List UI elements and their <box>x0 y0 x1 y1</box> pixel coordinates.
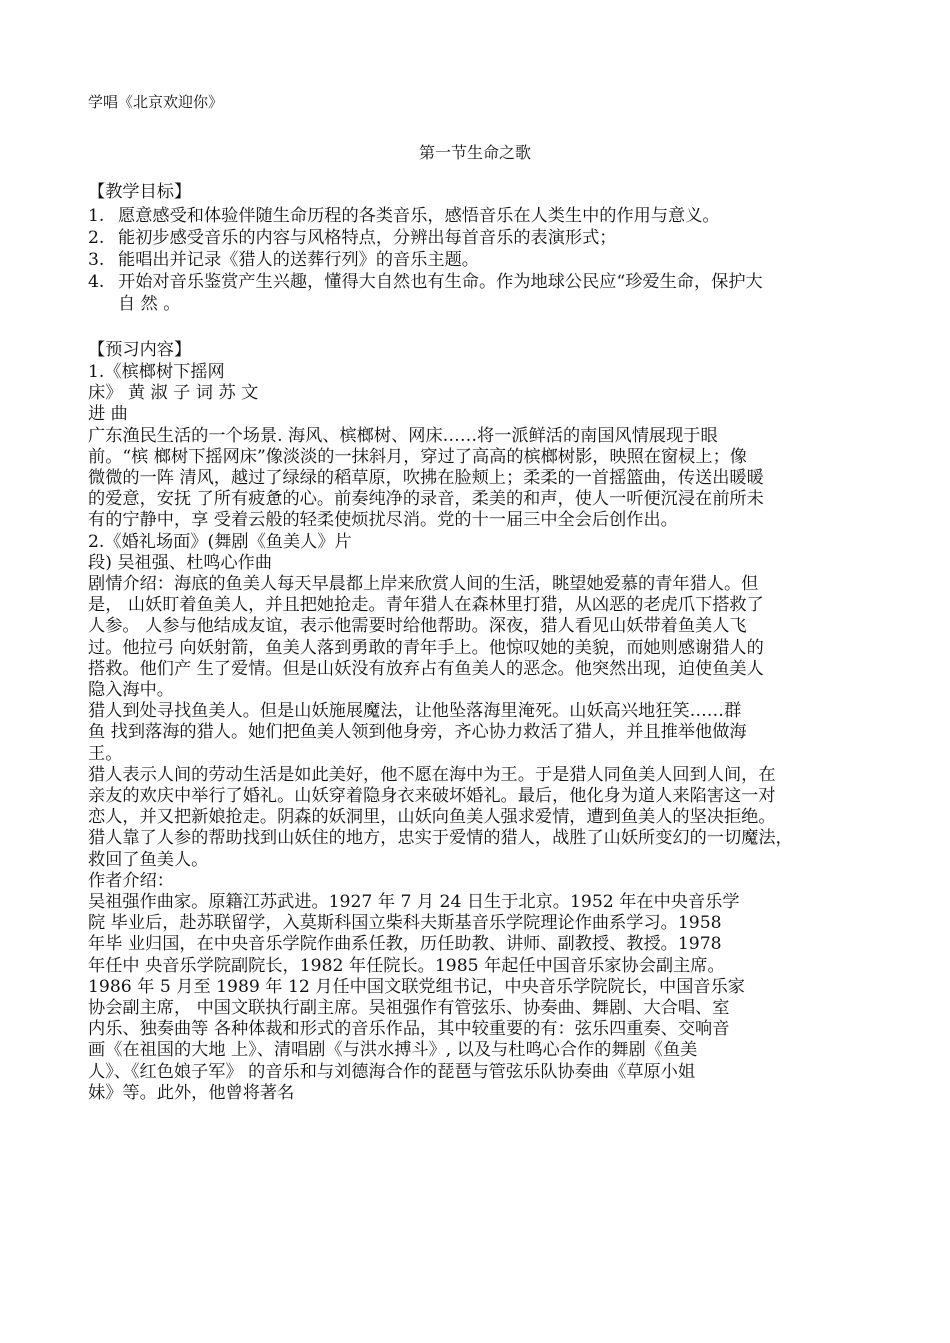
goal-text-continued: 自 然 。 <box>118 294 181 314</box>
preview-line: 人》、《红色娘子军》 的音乐和与刘德海合作的琵琶与管弦乐队协奏曲《草原小姐 <box>88 1062 696 1082</box>
preview-line: 1986 年 5 月至 1989 年 12 月任中国文联党组书记，中央音乐学院院长，中国音乐家 <box>88 977 745 997</box>
preview-line: 救回了鱼美人。 <box>88 850 209 870</box>
preview-heading: 【预习内容】 <box>88 340 192 360</box>
preview-line: 猎人靠了人参的帮助找到山妖住的地方，忠实于爱情的猎人，战胜了山妖所变幻的一切魔法， <box>88 828 793 848</box>
goal-num: 3. <box>88 250 105 270</box>
preview-line: 搭救。他们产 生了爱情。但是山妖没有放弃占有鱼美人的恶念。他突然出现，迫使鱼美人 <box>88 659 764 679</box>
goal-text: 能初步感受音乐的内容与风格特点，分辨出每首音乐的表演形式； <box>118 228 617 248</box>
goals-heading: 【教学目标】 <box>88 182 192 202</box>
preview-line: 恋人，并又把新娘抢走。阴森的妖洞里，山妖向鱼美人强求爱情，遭到鱼美人的坚决拒绝。 <box>88 807 776 827</box>
preview-line: 床》 黄 淑 子 词 苏 文 <box>88 383 259 403</box>
preview-line: 妹》等。此外，他曾将著名 <box>88 1083 295 1103</box>
goal-item <box>88 272 763 293</box>
preview-line: 王。 <box>88 744 123 764</box>
goal-item <box>88 250 479 271</box>
preview-line: 作者介绍： <box>88 871 174 891</box>
preview-line: 人参。 人参与他结成友谊，表示他需要时给他帮助。深夜，猎人看见山妖带着鱼美人飞 <box>88 616 747 636</box>
preview-line: 前。“槟 榔树下摇网床”像淡淡的一抹斜月，穿过了高高的槟榔树影，映照在窗棂上；像 <box>88 447 747 467</box>
goal-item <box>88 228 616 249</box>
preview-line: 进 曲 <box>88 404 128 424</box>
preview-line: 广东渔民生活的一个场景. 海风、槟榔树、网床……将一派鲜活的南国风情展现于眼 <box>88 426 718 446</box>
goal-item <box>88 206 720 227</box>
goal-num: 2. <box>88 228 105 248</box>
preview-line: 年毕 业归国，在中央音乐学院作曲系任教，历任助教、讲师、副教授、教授。1978 <box>88 934 722 954</box>
goal-num: 1. <box>88 206 105 226</box>
preview-line: 隐入海中。 <box>88 680 174 700</box>
preview-line: 画《在祖国的大地 上》、清唱剧《与洪水搏斗》, 以及与杜鸣心合作的舞剧《鱼美 <box>88 1040 698 1060</box>
preview-line: 2.《婚礼场面》(舞剧《鱼美人》片 <box>88 532 352 552</box>
preview-line: 协会副主席， 中国文联执行副主席。吴祖强作有管弦乐、协奏曲、舞剧、大合唱、室 <box>88 998 730 1018</box>
preview-line: 年任中 央音乐学院副院长，1982 年任院长。1985 年起任中国音乐家协会副主席。 <box>88 956 725 976</box>
goal-text: 能唱出并记录《猎人的送葬行列》的音乐主题。 <box>118 250 479 270</box>
preview-line: 内乐、独奏曲等 各种体裁和形式的音乐作品，其中较重要的有：弦乐四重奏、交响音 <box>88 1019 730 1039</box>
preview-line: 亲友的欢庆中举行了婚礼。山妖穿着隐身衣来破坏婚礼。最后，他化身为道人来陷害这一对 <box>88 786 776 806</box>
preview-line: 是， 山妖盯着鱼美人，并且把她抢走。青年猎人在森林里打猎，从凶恶的老虎爪下搭救了 <box>88 595 764 615</box>
section-title: 第一节生命之歌 <box>418 143 531 162</box>
goal-text: 愿意感受和体验伴随生命历程的各类音乐，感悟音乐在人类生中的作用与意义。 <box>118 206 720 226</box>
preview-line: 的爱意，安抚 了所有疲惫的心。前奏纯净的录音，柔美的和声，使人一听便沉浸在前所未 <box>88 489 764 509</box>
preview-line: 1.《槟榔树下摇网 <box>88 362 225 382</box>
goal-text: 开始对音乐鉴赏产生兴趣，懂得大自然也有生命。作为地球公民应“珍爱生命，保护大 <box>118 272 763 292</box>
preview-line: 段) 吴祖强、杜鸣心作曲 <box>88 553 273 573</box>
preview-line: 鱼 找到落海的猎人。她们把鱼美人领到他身旁，齐心协力救活了猎人，并且推举他做海 <box>88 722 747 742</box>
preview-line: 微微的一阵 清风，越过了绿绿的稻草原，吹拂在脸颊上；柔柔的一首摇篮曲，传送出暖暖 <box>88 468 764 488</box>
preview-line: 吴祖强作曲家。原籍江苏武进。1927 年 7 月 24 日生于北京。1952 年在中央音乐学 <box>88 892 740 912</box>
preview-line: 院 毕业后，赴苏联留学，入莫斯科国立柴科夫斯基音乐学院理论作曲系学习。1958 <box>88 913 722 933</box>
preview-line: 猎人表示人间的劳动生活是如此美好，他不愿在海中为王。于是猎人同鱼美人回到人间，在 <box>88 765 776 785</box>
preview-line: 剧情介绍：海底的鱼美人每天早晨都上岸来欣赏人间的生活，眺望她爱慕的青年猎人。但 <box>88 574 759 594</box>
top-line: 学唱《北京欢迎你》 <box>88 93 224 111</box>
preview-line: 有的宁静中，享 受着云般的轻柔使烦扰尽消。党的十一届三中全会后创作出。 <box>88 510 678 530</box>
preview-line: 猎人到处寻找鱼美人。但是山妖施展魔法，让他坠落海里淹死。山妖高兴地狂笑……群 <box>88 701 742 721</box>
preview-line: 过。他拉弓 向妖射箭，鱼美人落到勇敢的青年手上。他惊叹她的美貌，而她则感谢猎人的 <box>88 638 764 658</box>
goal-num: 4. <box>88 272 105 292</box>
